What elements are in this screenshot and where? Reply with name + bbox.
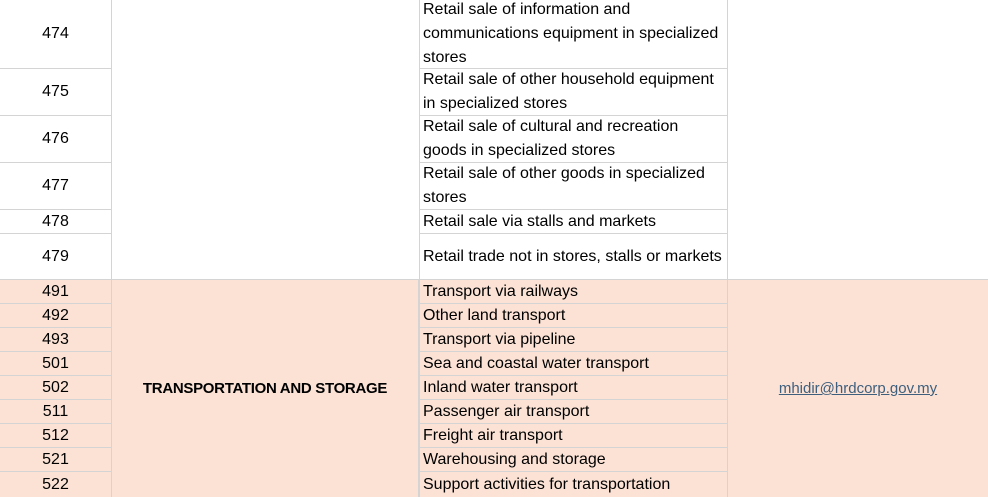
description-cell[interactable]: Retail sale of information and communications equipment in specialized stores xyxy=(419,0,728,69)
contact-cell-retail-merged[interactable] xyxy=(728,0,988,280)
description-cell[interactable]: Sea and coastal water transport xyxy=(419,352,728,376)
code-cell[interactable]: 521 xyxy=(0,448,112,472)
code-cell[interactable]: 476 xyxy=(0,116,112,163)
code-cell[interactable]: 511 xyxy=(0,400,112,424)
code-cell[interactable]: 522 xyxy=(0,472,112,497)
code-cell[interactable]: 502 xyxy=(0,376,112,400)
description-cell[interactable]: Support activities for transportation xyxy=(419,472,728,497)
description-cell[interactable]: Retail sale of other household equipment in specialized stores xyxy=(419,69,728,116)
contact-email-link[interactable]: mhidir@hrdcorp.gov.my xyxy=(778,380,938,397)
description-cell[interactable]: Other land transport xyxy=(419,304,728,328)
description-cell[interactable]: Inland water transport xyxy=(419,376,728,400)
sector-cell-transportation[interactable]: TRANSPORTATION AND STORAGE xyxy=(112,280,419,497)
description-cell[interactable]: Retail sale of cultural and recreation goods in specialized stores xyxy=(419,116,728,163)
description-cell[interactable]: Passenger air transport xyxy=(419,400,728,424)
code-cell[interactable]: 501 xyxy=(0,352,112,376)
description-cell[interactable]: Transport via railways xyxy=(419,280,728,304)
code-cell[interactable]: 512 xyxy=(0,424,112,448)
description-cell[interactable]: Freight air transport xyxy=(419,424,728,448)
sector-cell-retail-merged[interactable] xyxy=(112,0,419,280)
description-cell[interactable]: Retail trade not in stores, stalls or markets xyxy=(419,234,728,280)
code-cell[interactable]: 491 xyxy=(0,280,112,304)
description-cell[interactable]: Transport via pipeline xyxy=(419,328,728,352)
description-cell[interactable]: Retail sale via stalls and markets xyxy=(419,210,728,234)
code-cell[interactable]: 478 xyxy=(0,210,112,234)
description-cell[interactable]: Warehousing and storage xyxy=(419,448,728,472)
code-cell[interactable]: 477 xyxy=(0,163,112,210)
code-cell[interactable]: 492 xyxy=(0,304,112,328)
description-cell[interactable]: Retail sale of other goods in specialized stores xyxy=(419,163,728,210)
code-cell[interactable]: 493 xyxy=(0,328,112,352)
code-cell[interactable]: 475 xyxy=(0,69,112,116)
code-cell[interactable]: 474 xyxy=(0,0,112,69)
code-cell[interactable]: 479 xyxy=(0,234,112,280)
